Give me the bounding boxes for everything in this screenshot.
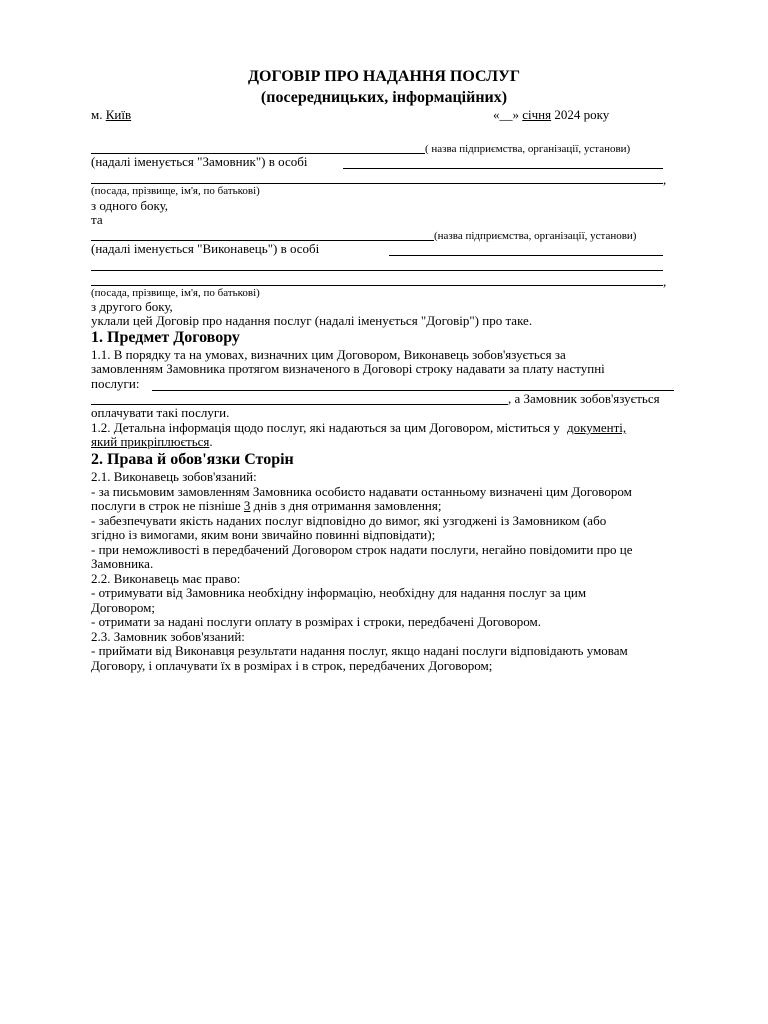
and-text: та	[91, 212, 103, 227]
place-city: Київ	[105, 107, 132, 122]
clause-2-2-item1-line2: Договором;	[91, 600, 156, 615]
section-2-heading: 2. Права й обов'язки Сторін	[91, 451, 294, 468]
clause-2-2: 2.2. Виконавець має право:	[91, 571, 241, 586]
clause-2-1-item1-line1: - за письмовим замовленням Замовника особисто надавати останньому визначені цим Договором	[91, 484, 632, 499]
date-line	[493, 107, 609, 122]
item1-post: днів з дня отримання замовлення;	[253, 498, 442, 513]
clause-1-1-line1: 1.1. В порядку та на умовах, визначних цим Договором, Виконавець зобов'язується за	[91, 347, 566, 362]
contractor-trailing-comma: ,	[663, 274, 667, 289]
clause-2-3-item1-line2: Договору, і оплачувати їх в розмірах і в строк, передбачених Договором;	[91, 658, 493, 673]
attached-document-link[interactable]: документі,	[567, 420, 627, 435]
clause-1-2-end: .	[209, 434, 213, 449]
clause-1-2-line2	[91, 434, 213, 449]
document-title: ДОГОВІР ПРО НАДАННЯ ПОСЛУГ	[247, 68, 520, 85]
concluded-text: уклали цей Договір про надання послуг (надалі іменується "Договір") про таке.	[91, 313, 533, 328]
contractor-position-hint: (посада, прізвище, ім'я, по батькові)	[91, 287, 260, 299]
other-side-text: з другого боку,	[91, 299, 173, 314]
date-day-blank: __	[499, 107, 513, 122]
customer-trailing-comma: ,	[663, 172, 667, 187]
contractor-org-hint: (назва підприємства, організації, установи)	[434, 230, 637, 242]
date-close-quote: »	[512, 107, 519, 122]
clause-2-1-item1-line2	[91, 498, 441, 513]
clause-2-1: 2.1. Виконавець зобов'язаний:	[91, 469, 257, 484]
clause-1-1-line3: послуги:	[91, 376, 140, 391]
clause-2-2-item1-line1: - отримувати від Замовника необхідну інформацію, необхідну для надання послуг за цим	[91, 585, 587, 600]
contractor-extra-line	[91, 270, 663, 271]
date-open-quote: «	[493, 107, 500, 122]
item1-pre: послуги в строк не пізніше	[91, 498, 241, 513]
clause-2-1-item2-line1: - забезпечувати якість наданих послуг відповідно до вимог, які узгоджені із Замовником (або	[91, 513, 607, 528]
place-line	[91, 107, 131, 122]
date-year: 2024 року	[554, 107, 610, 122]
clause-2-1-item3-line2: Замовника.	[91, 556, 154, 571]
clause-1-1-line4-tail: , а Замовник зобов'язується	[508, 391, 660, 406]
place-prefix: м.	[91, 107, 103, 122]
customer-role-label: (надалі іменується "Замовник") в особі	[91, 154, 308, 169]
customer-position-hint: (посада, прізвище, ім'я, по батькові)	[91, 185, 260, 197]
item1-days: 3	[243, 498, 251, 513]
clause-2-1-item2-line2: згідно із вимогами, яким вони звичайно повинні відповідати);	[91, 527, 436, 542]
customer-representative-line	[343, 168, 663, 169]
clause-2-3: 2.3. Замовник зобов'язаний:	[91, 629, 245, 644]
document-subtitle: (посередницьких, інформаційних)	[260, 89, 508, 106]
clause-1-1-line2: замовленням Замовника протягом визначеного в Договорі строку надавати за плату наступні	[91, 361, 605, 376]
section-1-heading: 1. Предмет Договору	[91, 329, 240, 346]
clause-2-1-item3-line1: - при неможливості в передбачений Договором строк надати послуги, негайно повідомити про це	[91, 542, 633, 557]
attached-document-link-cont[interactable]: який прикріплюється	[91, 434, 210, 449]
clause-1-2-text: 1.2. Детальна інформація щодо послуг, які надаються за цим Договором, міститься у	[91, 420, 560, 435]
clause-2-2-item2: - отримати за надані послуги оплату в розмірах і строки, передбачені Договором.	[91, 614, 541, 629]
clause-1-1-line5: оплачувати такі послуги.	[91, 405, 230, 420]
clause-2-3-item1-line1: - приймати від Виконавця результати надання послуг, якщо надані послуги відповідають умовам	[91, 643, 628, 658]
clause-1-2-line1	[91, 420, 626, 435]
contractor-representative-line	[389, 255, 663, 256]
contractor-role-label: (надалі іменується "Виконавець") в особі	[91, 241, 320, 256]
customer-org-hint: ( назва підприємства, організації, установи)	[425, 143, 631, 155]
date-month: січня	[522, 107, 552, 122]
one-side-text: з одного боку,	[91, 198, 169, 213]
